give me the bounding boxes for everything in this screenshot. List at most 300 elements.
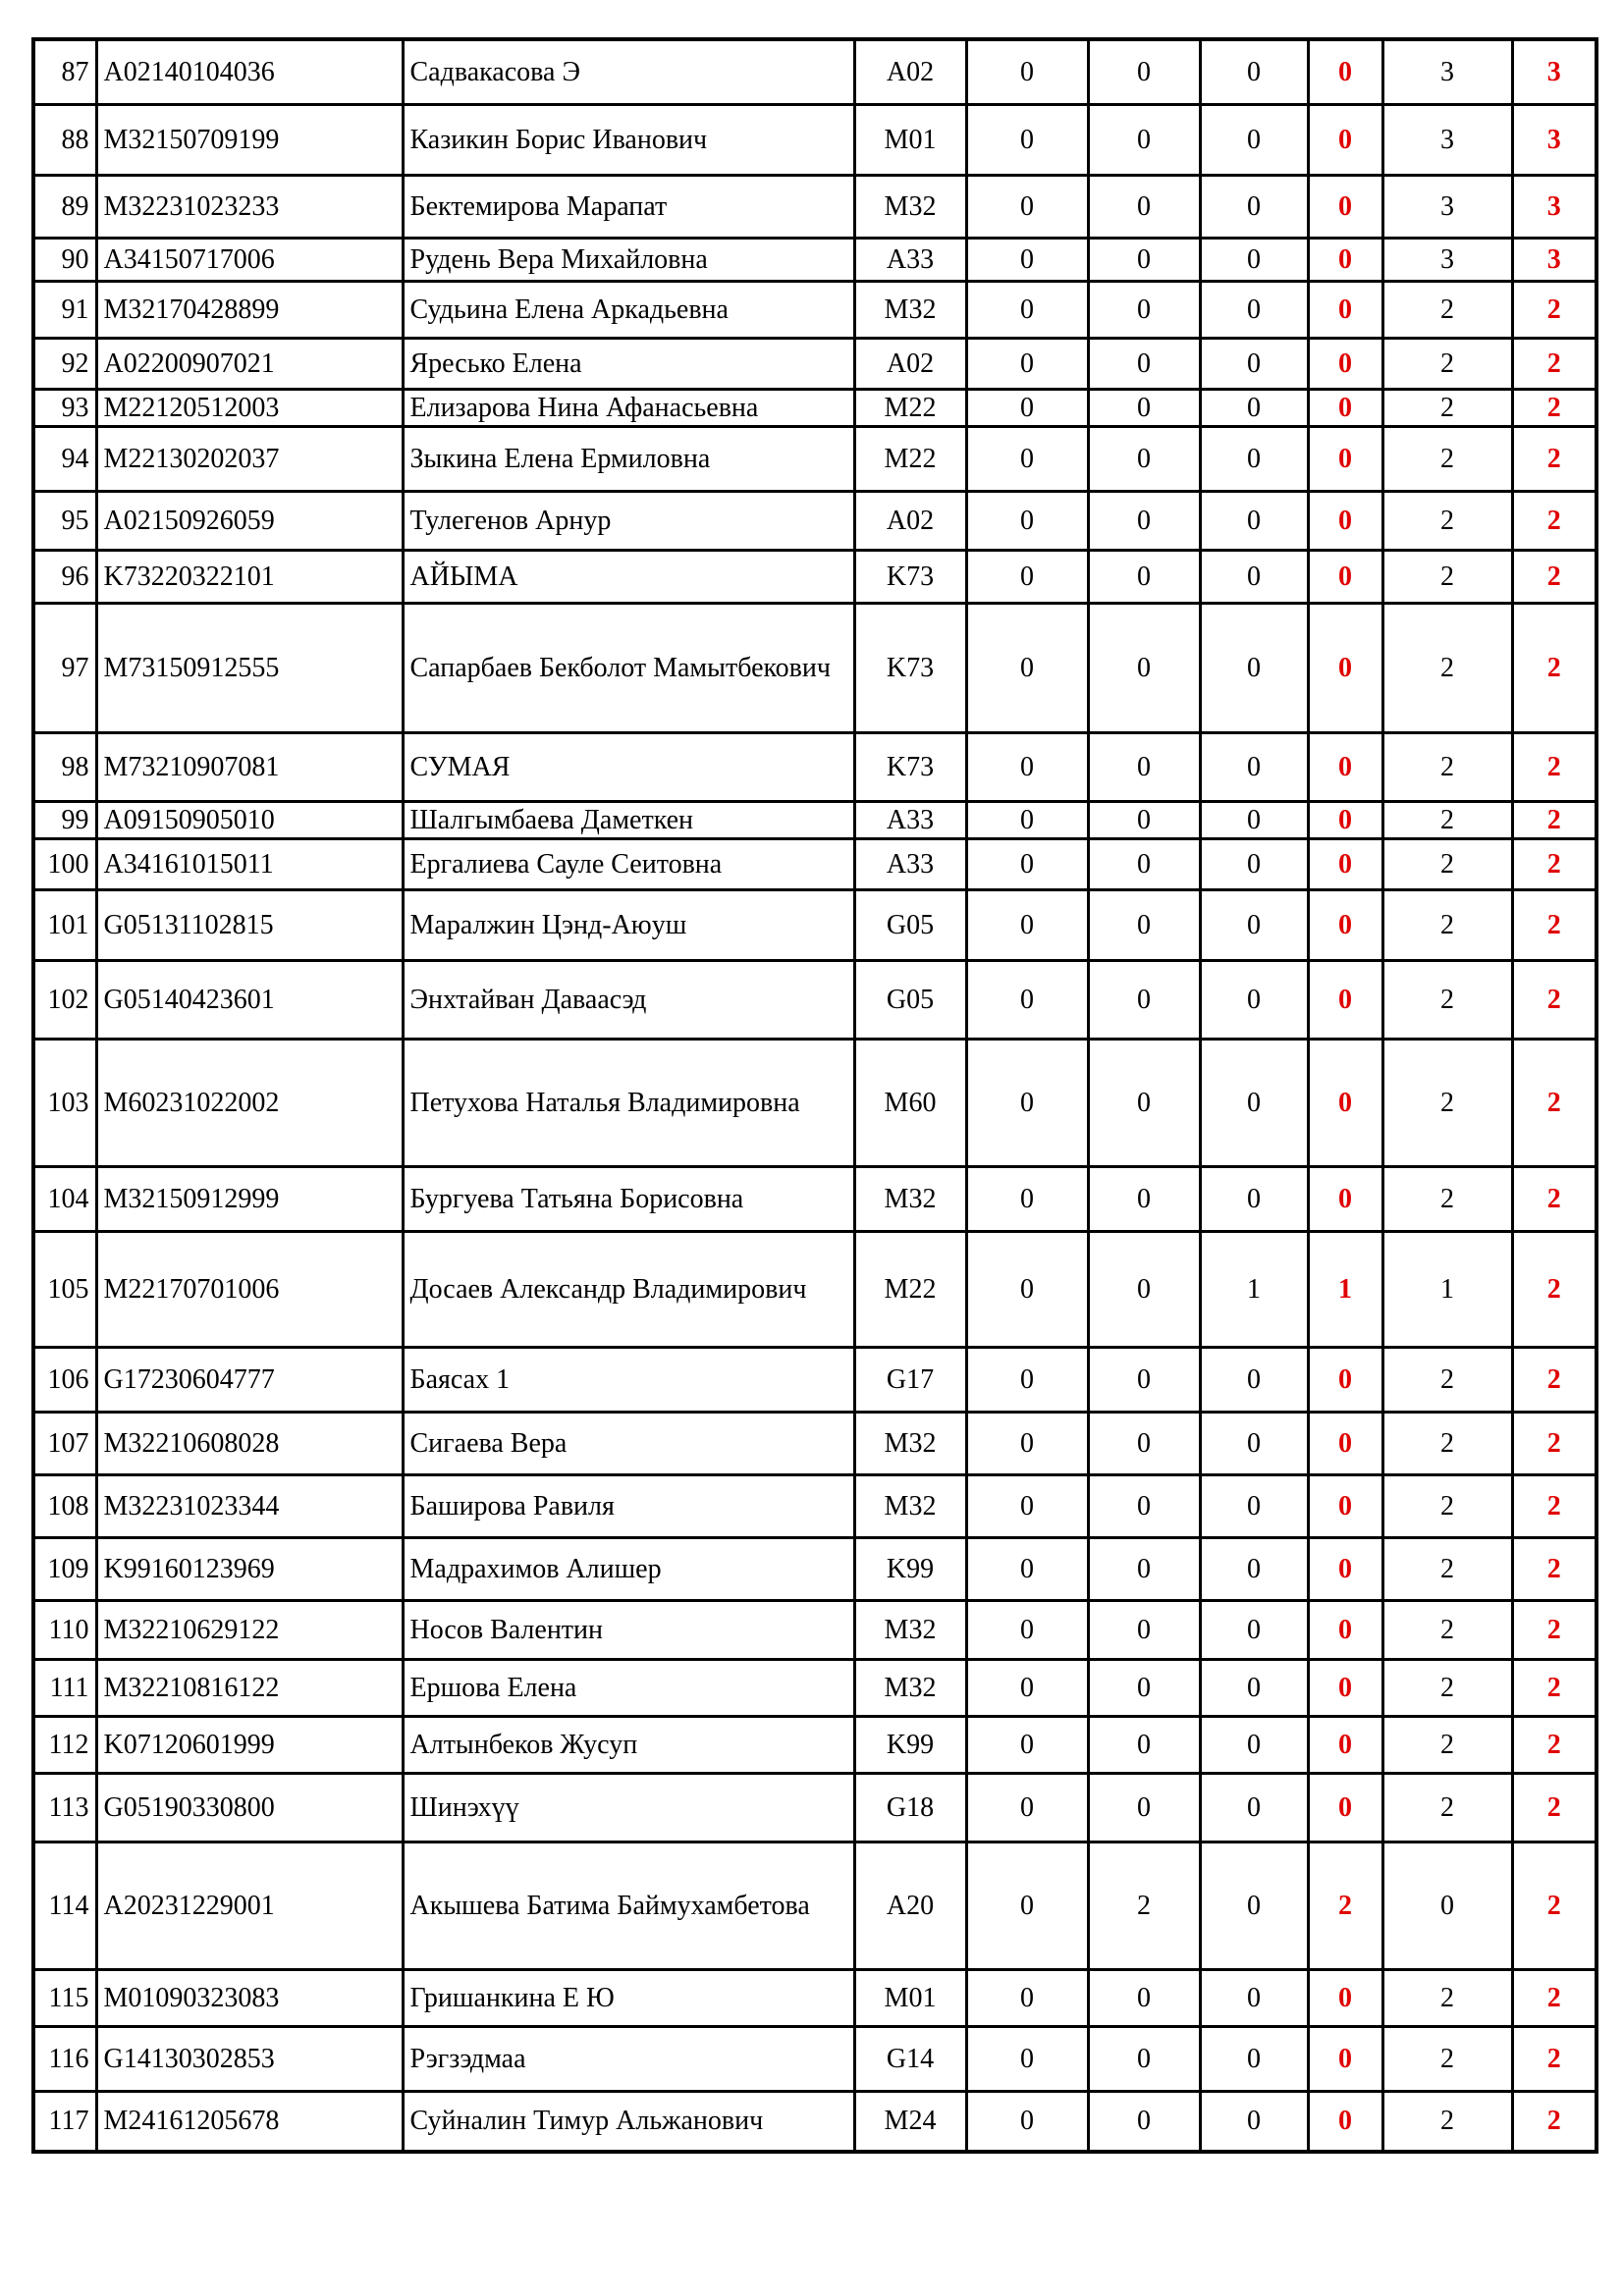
participant-name-cell: Мадрахимов Алишер: [403, 1537, 854, 1600]
group-code-cell: M01: [854, 104, 966, 175]
table-row: [33, 889, 1597, 960]
total-cell: 2: [1512, 960, 1597, 1039]
participant-name-cell: Энхтайван Даваасэд: [403, 960, 854, 1039]
row-number-cell: 111: [33, 1659, 96, 1716]
participant-name-cell: Шалгымбаева Даметкен: [403, 801, 854, 838]
subtotal-cell: 0: [1308, 175, 1382, 238]
participant-name-cell: Досаев Александр Владимирович: [403, 1231, 854, 1347]
row-number-cell: 107: [33, 1412, 96, 1474]
group-code-cell: G18: [854, 1773, 966, 1842]
subtotal-cell: 0: [1308, 838, 1382, 889]
table-row: [33, 104, 1597, 175]
row-number-cell: 109: [33, 1537, 96, 1600]
score-1-cell: 0: [966, 1969, 1088, 2026]
participant-code-cell: K73220322101: [96, 550, 403, 603]
score-2-cell: 0: [1088, 550, 1200, 603]
score-2-cell: 0: [1088, 1166, 1200, 1231]
table-row: [33, 1537, 1597, 1600]
score-3-cell: 0: [1200, 426, 1308, 491]
group-code-cell: G14: [854, 2026, 966, 2091]
score-2-cell: 0: [1088, 338, 1200, 389]
participant-code-cell: M73210907081: [96, 732, 403, 801]
group-code-cell: A33: [854, 238, 966, 281]
score-2-cell: 0: [1088, 960, 1200, 1039]
participant-name-cell: Алтынбеков Жусуп: [403, 1716, 854, 1773]
table-row: [33, 801, 1597, 838]
participant-code-cell: G05190330800: [96, 1773, 403, 1842]
table-row: [33, 491, 1597, 550]
participant-code-cell: M32210816122: [96, 1659, 403, 1716]
score-3-cell: 0: [1200, 838, 1308, 889]
total-cell: 2: [1512, 1474, 1597, 1537]
row-number-cell: 103: [33, 1039, 96, 1166]
subtotal-cell: 0: [1308, 39, 1382, 104]
score-5-cell: 2: [1382, 2091, 1512, 2152]
total-cell: 2: [1512, 1039, 1597, 1166]
group-code-cell: M32: [854, 1412, 966, 1474]
row-number-cell: 112: [33, 1716, 96, 1773]
total-cell: 2: [1512, 1537, 1597, 1600]
score-3-cell: 0: [1200, 889, 1308, 960]
total-cell: 2: [1512, 889, 1597, 960]
subtotal-cell: 0: [1308, 550, 1382, 603]
subtotal-cell: 0: [1308, 801, 1382, 838]
row-number-cell: 102: [33, 960, 96, 1039]
score-2-cell: 0: [1088, 426, 1200, 491]
subtotal-cell: 0: [1308, 238, 1382, 281]
total-cell: 2: [1512, 1773, 1597, 1842]
score-3-cell: 0: [1200, 238, 1308, 281]
score-1-cell: 0: [966, 550, 1088, 603]
score-3-cell: 0: [1200, 1537, 1308, 1600]
score-5-cell: 2: [1382, 1600, 1512, 1659]
table-row: [33, 1412, 1597, 1474]
score-1-cell: 0: [966, 889, 1088, 960]
score-1-cell: 0: [966, 1231, 1088, 1347]
row-number-cell: 115: [33, 1969, 96, 2026]
score-3-cell: 0: [1200, 732, 1308, 801]
table-row: [33, 281, 1597, 338]
score-1-cell: 0: [966, 1166, 1088, 1231]
score-3-cell: 0: [1200, 1347, 1308, 1412]
participant-name-cell: Тулегенов Арнур: [403, 491, 854, 550]
score-1-cell: 0: [966, 281, 1088, 338]
participant-code-cell: G05131102815: [96, 889, 403, 960]
subtotal-cell: 0: [1308, 1474, 1382, 1537]
score-5-cell: 2: [1382, 960, 1512, 1039]
score-2-cell: 0: [1088, 1412, 1200, 1474]
score-3-cell: 0: [1200, 1412, 1308, 1474]
score-3-cell: 0: [1200, 1842, 1308, 1969]
participant-code-cell: G17230604777: [96, 1347, 403, 1412]
score-5-cell: 2: [1382, 491, 1512, 550]
score-5-cell: 2: [1382, 1969, 1512, 2026]
table-row: [33, 1969, 1597, 2026]
score-1-cell: 0: [966, 603, 1088, 732]
group-code-cell: K99: [854, 1537, 966, 1600]
subtotal-cell: 0: [1308, 104, 1382, 175]
table-row: [33, 550, 1597, 603]
total-cell: 2: [1512, 281, 1597, 338]
score-3-cell: 0: [1200, 175, 1308, 238]
group-code-cell: A33: [854, 801, 966, 838]
score-5-cell: 2: [1382, 732, 1512, 801]
participant-name-cell: Маралжин Цэнд-Аюуш: [403, 889, 854, 960]
score-1-cell: 0: [966, 1039, 1088, 1166]
row-number-cell: 106: [33, 1347, 96, 1412]
table-row: [33, 838, 1597, 889]
group-code-cell: G17: [854, 1347, 966, 1412]
score-1-cell: 0: [966, 960, 1088, 1039]
row-number-cell: 87: [33, 39, 96, 104]
group-code-cell: M24: [854, 2091, 966, 2152]
table-body: [33, 39, 1597, 2152]
score-3-cell: 0: [1200, 1659, 1308, 1716]
row-number-cell: 117: [33, 2091, 96, 2152]
score-2-cell: 0: [1088, 732, 1200, 801]
score-5-cell: 2: [1382, 1773, 1512, 1842]
row-number-cell: 91: [33, 281, 96, 338]
participant-code-cell: A34150717006: [96, 238, 403, 281]
score-3-cell: 0: [1200, 550, 1308, 603]
score-3-cell: 0: [1200, 1600, 1308, 1659]
table-row: [33, 1773, 1597, 1842]
table-row: [33, 1659, 1597, 1716]
subtotal-cell: 1: [1308, 1231, 1382, 1347]
row-number-cell: 108: [33, 1474, 96, 1537]
row-number-cell: 98: [33, 732, 96, 801]
participant-name-cell: Бектемирова Марапат: [403, 175, 854, 238]
subtotal-cell: 0: [1308, 1166, 1382, 1231]
score-5-cell: 2: [1382, 1039, 1512, 1166]
subtotal-cell: 0: [1308, 1716, 1382, 1773]
score-2-cell: 0: [1088, 1474, 1200, 1537]
total-cell: 2: [1512, 389, 1597, 426]
subtotal-cell: 0: [1308, 1600, 1382, 1659]
total-cell: 2: [1512, 1659, 1597, 1716]
participant-name-cell: Зыкина Елена Ермиловна: [403, 426, 854, 491]
score-5-cell: 2: [1382, 838, 1512, 889]
table-row: [33, 2026, 1597, 2091]
table-row: [33, 1039, 1597, 1166]
score-2-cell: 0: [1088, 1347, 1200, 1412]
score-5-cell: 2: [1382, 801, 1512, 838]
score-5-cell: 3: [1382, 104, 1512, 175]
score-5-cell: 3: [1382, 39, 1512, 104]
subtotal-cell: 0: [1308, 1412, 1382, 1474]
participant-name-cell: Шинэхүү: [403, 1773, 854, 1842]
participant-code-cell: A02150926059: [96, 491, 403, 550]
row-number-cell: 104: [33, 1166, 96, 1231]
subtotal-cell: 0: [1308, 1773, 1382, 1842]
row-number-cell: 93: [33, 389, 96, 426]
score-5-cell: 2: [1382, 338, 1512, 389]
table-row: [33, 1231, 1597, 1347]
group-code-cell: K99: [854, 1716, 966, 1773]
row-number-cell: 88: [33, 104, 96, 175]
participant-code-cell: M32150709199: [96, 104, 403, 175]
subtotal-cell: 0: [1308, 338, 1382, 389]
score-5-cell: 3: [1382, 238, 1512, 281]
participant-name-cell: Елизарова Нина Афанасьевна: [403, 389, 854, 426]
subtotal-cell: 2: [1308, 1842, 1382, 1969]
group-code-cell: M32: [854, 1659, 966, 1716]
score-1-cell: 0: [966, 2091, 1088, 2152]
participant-name-cell: Казикин Борис Иванович: [403, 104, 854, 175]
score-2-cell: 0: [1088, 1537, 1200, 1600]
participant-name-cell: СУМАЯ: [403, 732, 854, 801]
score-2-cell: 0: [1088, 889, 1200, 960]
score-3-cell: 0: [1200, 1039, 1308, 1166]
group-code-cell: K73: [854, 603, 966, 732]
group-code-cell: A33: [854, 838, 966, 889]
row-number-cell: 90: [33, 238, 96, 281]
participant-code-cell: G05140423601: [96, 960, 403, 1039]
subtotal-cell: 0: [1308, 603, 1382, 732]
score-5-cell: 2: [1382, 281, 1512, 338]
row-number-cell: 101: [33, 889, 96, 960]
total-cell: 2: [1512, 603, 1597, 732]
score-3-cell: 0: [1200, 1474, 1308, 1537]
group-code-cell: M32: [854, 1474, 966, 1537]
score-1-cell: 0: [966, 338, 1088, 389]
score-1-cell: 0: [966, 1842, 1088, 1969]
score-5-cell: 2: [1382, 1474, 1512, 1537]
total-cell: 2: [1512, 2091, 1597, 2152]
group-code-cell: G05: [854, 889, 966, 960]
total-cell: 2: [1512, 550, 1597, 603]
group-code-cell: M01: [854, 1969, 966, 2026]
table-row: [33, 1842, 1597, 1969]
participant-name-cell: Петухова Наталья Владимировна: [403, 1039, 854, 1166]
row-number-cell: 89: [33, 175, 96, 238]
participant-name-cell: Суйналин Тимур Альжанович: [403, 2091, 854, 2152]
row-number-cell: 92: [33, 338, 96, 389]
subtotal-cell: 0: [1308, 1347, 1382, 1412]
score-3-cell: 0: [1200, 2026, 1308, 2091]
group-code-cell: M22: [854, 426, 966, 491]
score-2-cell: 0: [1088, 39, 1200, 104]
total-cell: 2: [1512, 1347, 1597, 1412]
score-2-cell: 0: [1088, 1659, 1200, 1716]
score-5-cell: 2: [1382, 1716, 1512, 1773]
score-1-cell: 0: [966, 1474, 1088, 1537]
table-row: [33, 732, 1597, 801]
table-row: [33, 1716, 1597, 1773]
score-2-cell: 0: [1088, 238, 1200, 281]
score-5-cell: 2: [1382, 2026, 1512, 2091]
participant-code-cell: M22120512003: [96, 389, 403, 426]
participant-code-cell: G14130302853: [96, 2026, 403, 2091]
score-1-cell: 0: [966, 1659, 1088, 1716]
score-1-cell: 0: [966, 732, 1088, 801]
table-row: [33, 2091, 1597, 2152]
subtotal-cell: 0: [1308, 281, 1382, 338]
table-row: [33, 1600, 1597, 1659]
score-2-cell: 2: [1088, 1842, 1200, 1969]
subtotal-cell: 0: [1308, 889, 1382, 960]
table-row: [33, 960, 1597, 1039]
score-5-cell: 2: [1382, 1347, 1512, 1412]
total-cell: 3: [1512, 39, 1597, 104]
score-2-cell: 0: [1088, 801, 1200, 838]
score-5-cell: 2: [1382, 426, 1512, 491]
subtotal-cell: 0: [1308, 1659, 1382, 1716]
row-number-cell: 99: [33, 801, 96, 838]
score-1-cell: 0: [966, 838, 1088, 889]
participant-code-cell: K07120601999: [96, 1716, 403, 1773]
participant-code-cell: M22130202037: [96, 426, 403, 491]
total-cell: 2: [1512, 1600, 1597, 1659]
participant-name-cell: Рэгзэдмаа: [403, 2026, 854, 2091]
subtotal-cell: 0: [1308, 2026, 1382, 2091]
score-2-cell: 0: [1088, 175, 1200, 238]
score-5-cell: 2: [1382, 1659, 1512, 1716]
participant-code-cell: K99160123969: [96, 1537, 403, 1600]
participant-code-cell: M32231023344: [96, 1474, 403, 1537]
score-1-cell: 0: [966, 426, 1088, 491]
participant-name-cell: Бургуева Татьяна Борисовна: [403, 1166, 854, 1231]
score-3-cell: 1: [1200, 1231, 1308, 1347]
participant-code-cell: M32210629122: [96, 1600, 403, 1659]
score-2-cell: 0: [1088, 491, 1200, 550]
score-1-cell: 0: [966, 1716, 1088, 1773]
score-2-cell: 0: [1088, 104, 1200, 175]
total-cell: 2: [1512, 1231, 1597, 1347]
subtotal-cell: 0: [1308, 389, 1382, 426]
subtotal-cell: 0: [1308, 732, 1382, 801]
score-1-cell: 0: [966, 104, 1088, 175]
row-number-cell: 94: [33, 426, 96, 491]
participant-name-cell: Судьина Елена Аркадьевна: [403, 281, 854, 338]
score-3-cell: 0: [1200, 1166, 1308, 1231]
table-row: [33, 426, 1597, 491]
score-5-cell: 2: [1382, 550, 1512, 603]
score-3-cell: 0: [1200, 1716, 1308, 1773]
group-code-cell: M32: [854, 175, 966, 238]
participant-code-cell: A02200907021: [96, 338, 403, 389]
row-number-cell: 114: [33, 1842, 96, 1969]
participant-name-cell: Яресько Елена: [403, 338, 854, 389]
table-row: [33, 39, 1597, 104]
participant-name-cell: Баширова Равиля: [403, 1474, 854, 1537]
score-1-cell: 0: [966, 238, 1088, 281]
participant-code-cell: M32150912999: [96, 1166, 403, 1231]
score-5-cell: 2: [1382, 1537, 1512, 1600]
score-5-cell: 2: [1382, 603, 1512, 732]
score-3-cell: 0: [1200, 389, 1308, 426]
table-row: [33, 603, 1597, 732]
table-row: [33, 175, 1597, 238]
group-code-cell: G05: [854, 960, 966, 1039]
score-5-cell: 2: [1382, 889, 1512, 960]
participant-code-cell: A20231229001: [96, 1842, 403, 1969]
subtotal-cell: 0: [1308, 2091, 1382, 2152]
row-number-cell: 95: [33, 491, 96, 550]
group-code-cell: M32: [854, 1166, 966, 1231]
score-5-cell: 3: [1382, 175, 1512, 238]
participant-name-cell: Ергалиева Сауле Сеитовна: [403, 838, 854, 889]
total-cell: 2: [1512, 1166, 1597, 1231]
score-1-cell: 0: [966, 1412, 1088, 1474]
participant-name-cell: Баясах 1: [403, 1347, 854, 1412]
total-cell: 2: [1512, 338, 1597, 389]
score-2-cell: 0: [1088, 2026, 1200, 2091]
score-5-cell: 2: [1382, 389, 1512, 426]
score-3-cell: 0: [1200, 801, 1308, 838]
score-3-cell: 0: [1200, 491, 1308, 550]
participant-name-cell: Гришанкина Е Ю: [403, 1969, 854, 2026]
subtotal-cell: 0: [1308, 1537, 1382, 1600]
participant-code-cell: A09150905010: [96, 801, 403, 838]
score-2-cell: 0: [1088, 281, 1200, 338]
total-cell: 2: [1512, 426, 1597, 491]
participant-name-cell: Рудень Вера Михайловна: [403, 238, 854, 281]
participant-code-cell: M01090323083: [96, 1969, 403, 2026]
row-number-cell: 97: [33, 603, 96, 732]
score-3-cell: 0: [1200, 39, 1308, 104]
score-2-cell: 0: [1088, 389, 1200, 426]
total-cell: 2: [1512, 2026, 1597, 2091]
score-5-cell: 2: [1382, 1166, 1512, 1231]
row-number-cell: 116: [33, 2026, 96, 2091]
participant-name-cell: Сапарбаев Бекболот Мамытбекович: [403, 603, 854, 732]
table-row: [33, 389, 1597, 426]
score-1-cell: 0: [966, 1537, 1088, 1600]
subtotal-cell: 0: [1308, 960, 1382, 1039]
group-code-cell: M22: [854, 389, 966, 426]
group-code-cell: M32: [854, 1600, 966, 1659]
participant-code-cell: M32170428899: [96, 281, 403, 338]
participant-name-cell: Носов Валентин: [403, 1600, 854, 1659]
table-row: [33, 338, 1597, 389]
score-3-cell: 0: [1200, 603, 1308, 732]
group-code-cell: A02: [854, 491, 966, 550]
table-row: [33, 1166, 1597, 1231]
total-cell: 3: [1512, 238, 1597, 281]
score-2-cell: 0: [1088, 1039, 1200, 1166]
group-code-cell: A20: [854, 1842, 966, 1969]
table-row: [33, 1474, 1597, 1537]
score-1-cell: 0: [966, 39, 1088, 104]
total-cell: 2: [1512, 732, 1597, 801]
total-cell: 2: [1512, 491, 1597, 550]
group-code-cell: K73: [854, 550, 966, 603]
total-cell: 2: [1512, 1412, 1597, 1474]
score-2-cell: 0: [1088, 1231, 1200, 1347]
participant-code-cell: M32210608028: [96, 1412, 403, 1474]
participant-code-cell: A02140104036: [96, 39, 403, 104]
total-cell: 2: [1512, 838, 1597, 889]
row-number-cell: 96: [33, 550, 96, 603]
participant-code-cell: M60231022002: [96, 1039, 403, 1166]
score-1-cell: 0: [966, 1773, 1088, 1842]
score-1-cell: 0: [966, 2026, 1088, 2091]
total-cell: 2: [1512, 1716, 1597, 1773]
group-code-cell: M32: [854, 281, 966, 338]
score-3-cell: 0: [1200, 281, 1308, 338]
score-1-cell: 0: [966, 175, 1088, 238]
participant-code-cell: M22170701006: [96, 1231, 403, 1347]
participant-name-cell: Сигаева Вера: [403, 1412, 854, 1474]
score-1-cell: 0: [966, 389, 1088, 426]
score-3-cell: 0: [1200, 960, 1308, 1039]
score-1-cell: 0: [966, 1347, 1088, 1412]
score-1-cell: 0: [966, 801, 1088, 838]
total-cell: 2: [1512, 801, 1597, 838]
row-number-cell: 105: [33, 1231, 96, 1347]
score-2-cell: 0: [1088, 1600, 1200, 1659]
